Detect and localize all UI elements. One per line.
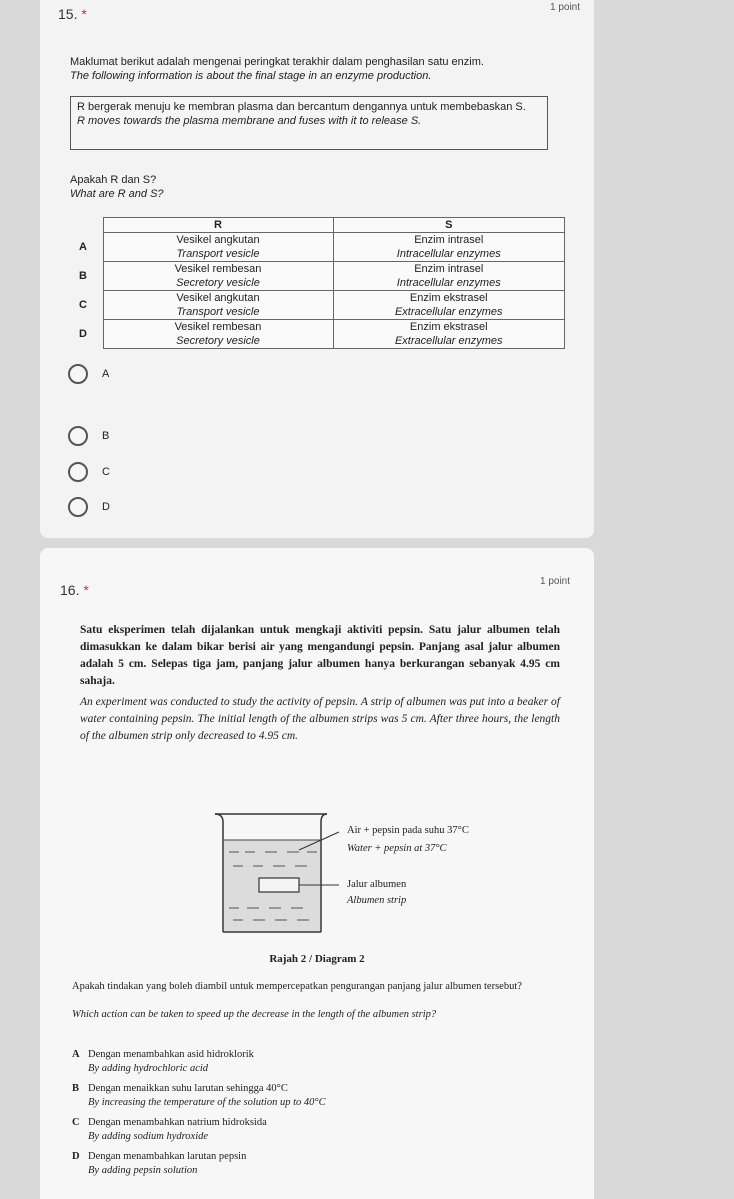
label-water-pepsin-malay: Air + pepsin pada suhu 37°C (347, 825, 469, 836)
row-letter: B (79, 270, 87, 282)
table-row (75, 320, 565, 349)
choice-label: C (102, 466, 110, 478)
options-table (75, 217, 565, 349)
choice-a[interactable] (68, 364, 109, 384)
answer-c: C Dengan menambahkan natrium hidroksida By adding sodium hydroxide (72, 1117, 267, 1142)
s-cell: Enzim intrasel Intracellular enzymes (333, 262, 565, 291)
label-water-pepsin-english: Water + pepsin at 37°C (347, 843, 447, 854)
question-number-text: 15. (58, 6, 78, 22)
label-albumen-english: Albumen strip (347, 895, 407, 906)
question-15-card (40, 0, 594, 538)
question-number (60, 582, 89, 598)
required-mark: * (83, 582, 89, 598)
r-cell: Vesikel rembesan Secretory vesicle (103, 320, 333, 349)
s-cell: Enzim ekstrasel Extracellular enzymes (333, 291, 565, 320)
question-number (58, 6, 87, 22)
radio-button[interactable] (68, 497, 88, 517)
r-cell: Vesikel rembesan Secretory vesicle (103, 262, 333, 291)
choice-c[interactable] (68, 462, 110, 482)
required-mark: * (81, 6, 87, 22)
albumen-strip (259, 878, 299, 892)
choice-label: B (102, 430, 110, 442)
intro-english: The following information is about the final stage in an enzyme production. (70, 70, 432, 82)
answer-b: B Dengan menaikkan suhu larutan sehingga 40°C By increasing the temperature of the solution up to 40°C (72, 1083, 326, 1108)
question-english: What are R and S? (70, 188, 164, 200)
beaker-diagram (215, 810, 535, 940)
question-16-card (40, 548, 594, 1199)
row-letter: C (79, 299, 87, 311)
header-s: S (333, 218, 565, 233)
points-label: 1 point (550, 2, 581, 13)
r-cell: Vesikel angkutan Transport vesicle (103, 233, 333, 262)
radio-button[interactable] (68, 462, 88, 482)
question-malay: Apakah tindakan yang boleh diambil untuk mempercepatkan pengurangan panjang jalur albumen tersebut? (72, 981, 522, 992)
choice-label: D (102, 501, 110, 513)
table-row (75, 291, 565, 320)
information-box (70, 96, 548, 150)
beaker-illustration (215, 810, 355, 940)
info-english: R moves towards the plasma membrane and fuses with it to release S. (77, 115, 422, 127)
radio-button[interactable] (68, 426, 88, 446)
row-letter: D (79, 328, 87, 340)
diagram-caption: Rajah 2 / Diagram 2 (269, 953, 365, 965)
radio-button[interactable] (68, 364, 88, 384)
s-cell: Enzim ekstrasel Extracellular enzymes (333, 320, 565, 349)
table-row (75, 233, 565, 262)
header-r: R (103, 218, 333, 233)
answer-a: A Dengan menambahkan asid hidroklorik By adding hydrochloric acid (72, 1049, 254, 1074)
points-label: 1 point (540, 576, 571, 587)
intro-malay: Maklumat berikut adalah mengenai peringkat terakhir dalam penghasilan satu enzim. (70, 56, 484, 68)
choice-d[interactable] (68, 497, 110, 517)
table-row (75, 262, 565, 291)
s-cell: Enzim intrasel Intracellular enzymes (333, 233, 565, 262)
answer-d: D Dengan menambahkan larutan pepsin By adding pepsin solution (72, 1151, 247, 1176)
table-corner (75, 218, 103, 233)
question-english: Which action can be taken to speed up the decrease in the length of the albumen strip? (72, 1009, 437, 1020)
question-malay: Apakah R dan S? (70, 174, 157, 186)
question-number-text: 16. (60, 582, 80, 598)
paragraph-english: An experiment was conducted to study the activity of pepsin. A strip of albumen was put into a beaker of water containing pepsin. The initial length of the albumen strips was 5 cm. After three hours, the length of the albumen strip only decreased to 4.95 cm. (80, 696, 560, 742)
choice-b[interactable] (68, 426, 109, 446)
r-cell: Vesikel angkutan Transport vesicle (103, 291, 333, 320)
choice-label: A (102, 368, 110, 380)
label-albumen-malay: Jalur albumen (347, 879, 407, 890)
paragraph-malay: Satu eksperimen telah dijalankan untuk mengkaji aktiviti pepsin. Satu jalur albumen telah dimasukkan ke dalam bikar berisi air yang mengandungi pepsin. Panjang asal jalur albumen adalah 5 cm. Selepas tiga jam, panjang jalur albumen hanya berkurangan sebanyak 4.95 cm sahaja. (80, 624, 560, 687)
row-letter: A (79, 241, 87, 253)
info-malay: R bergerak menuju ke membran plasma dan bercantum dengannya untuk membebaskan S. (77, 101, 526, 113)
